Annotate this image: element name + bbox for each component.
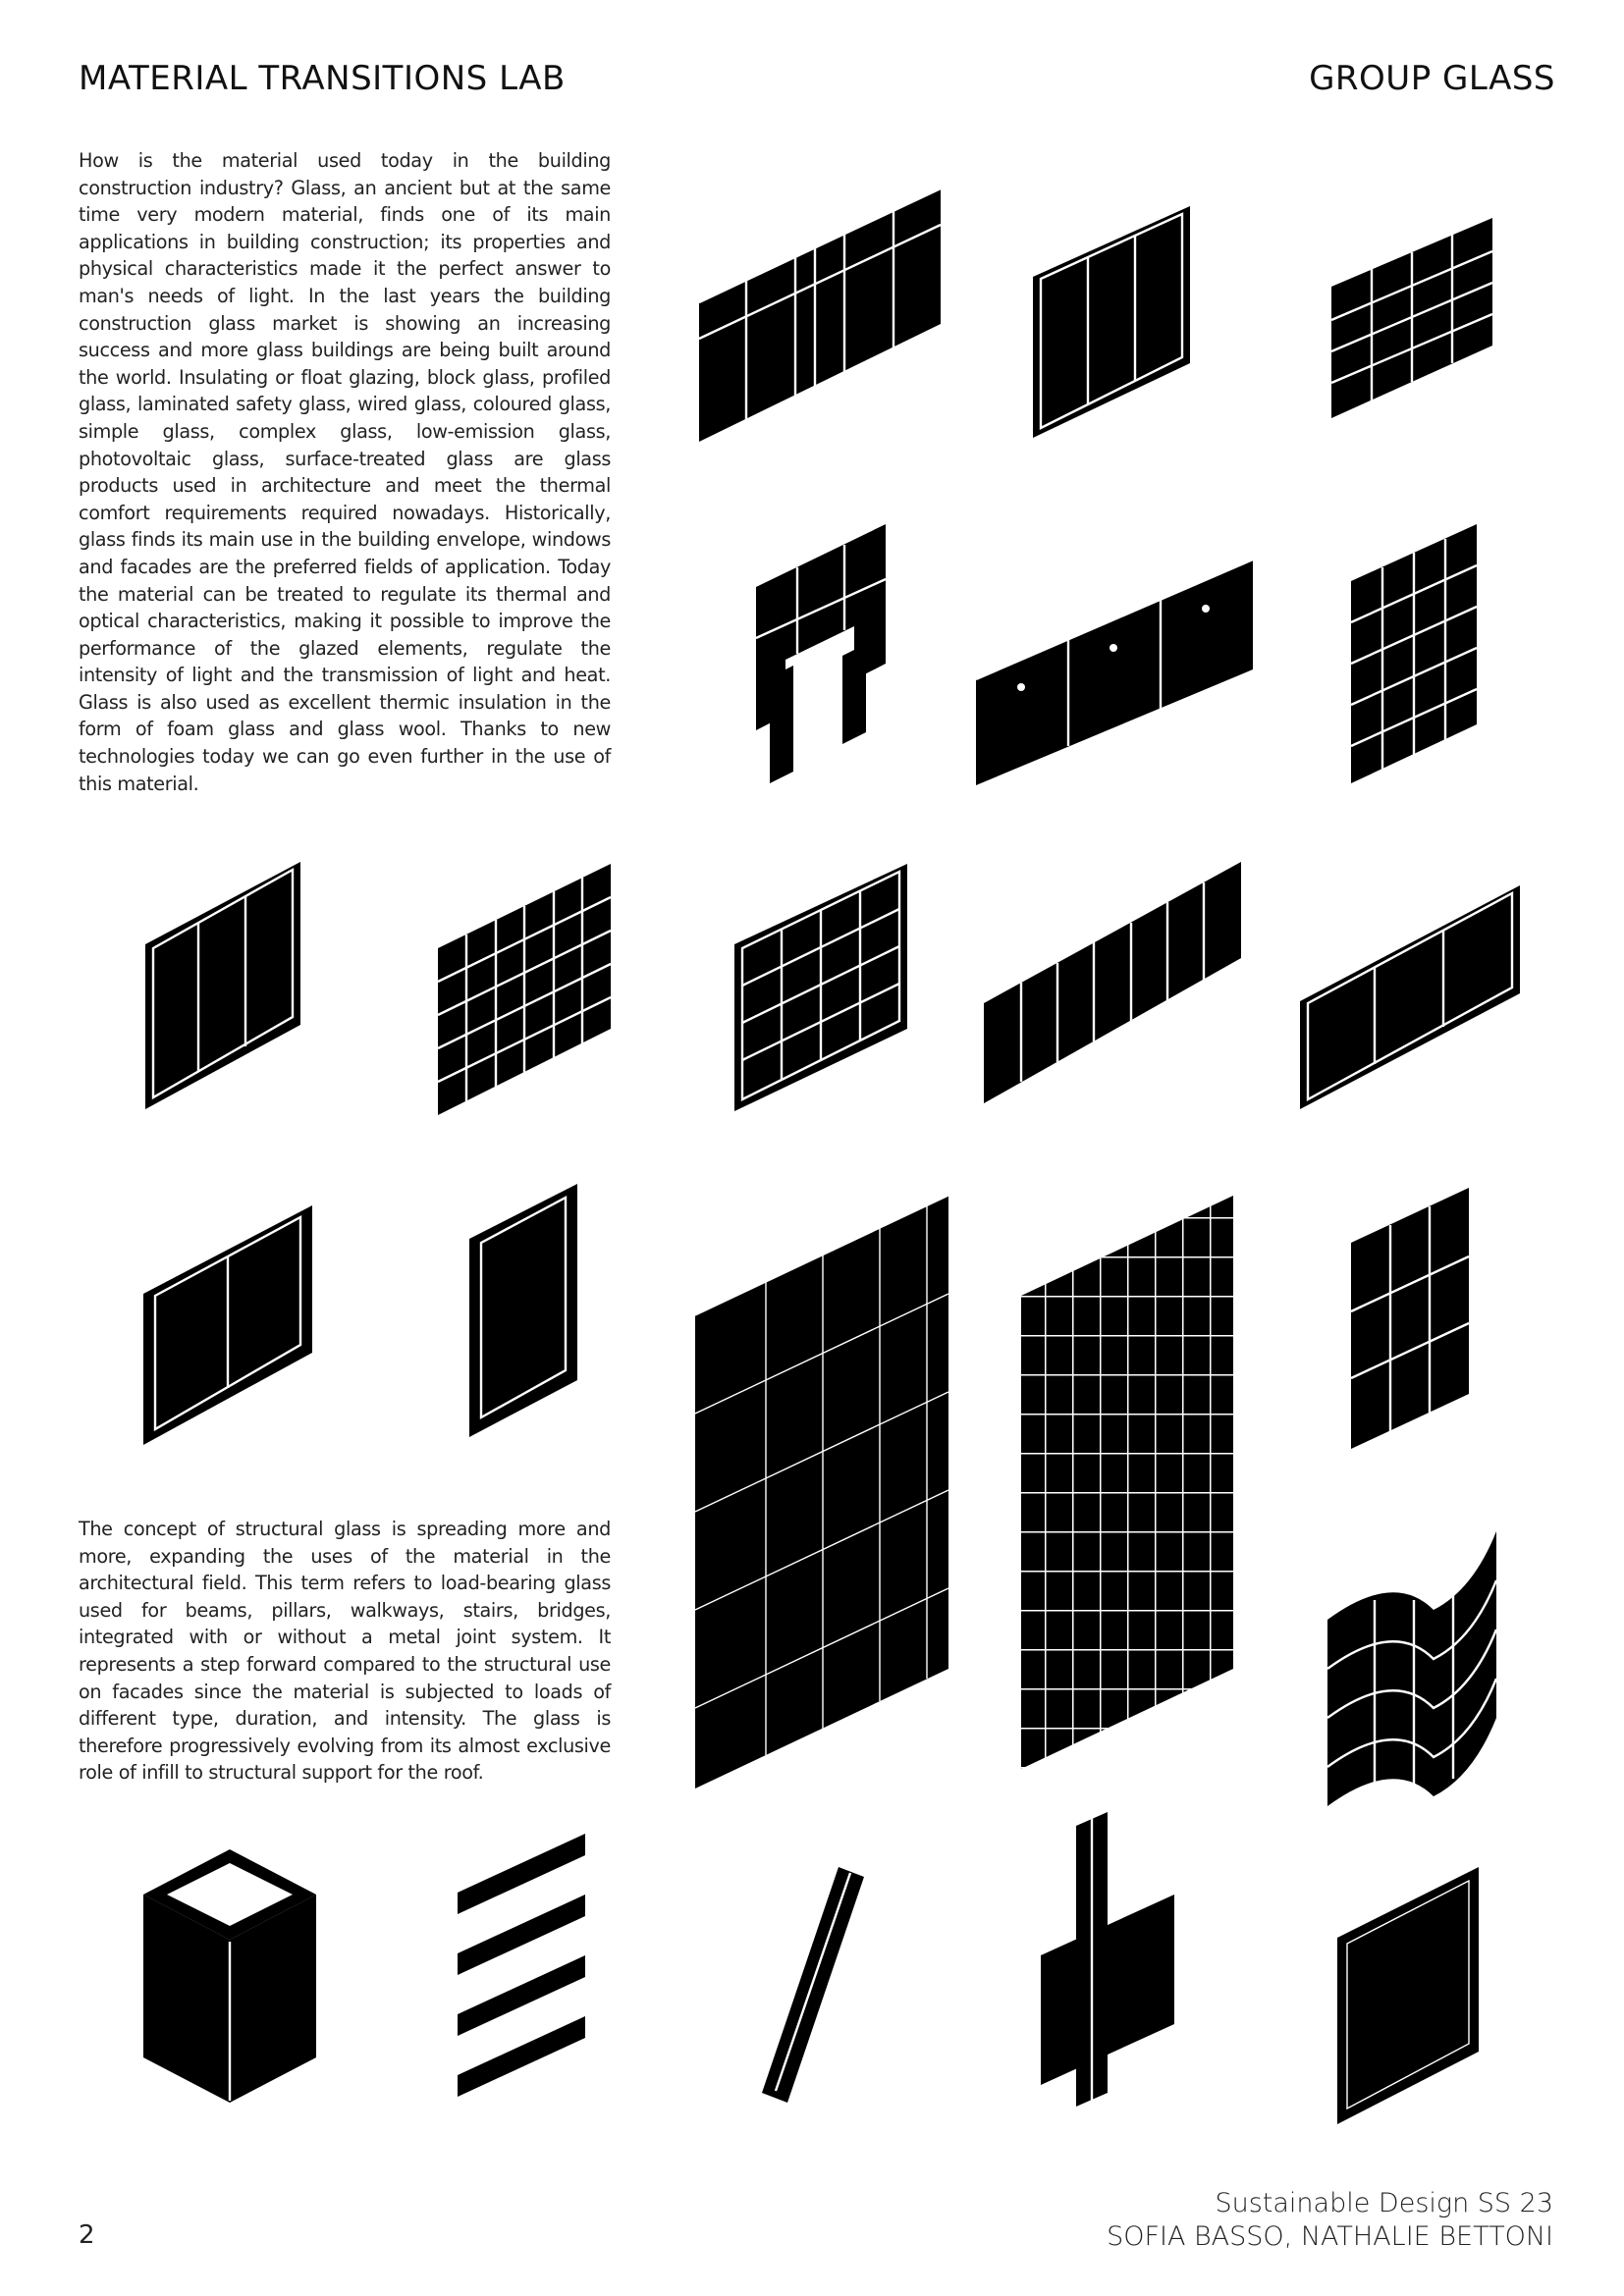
drawing-glass-door-frame [756, 524, 886, 783]
drawing-glass-column-fin [1041, 1812, 1174, 2107]
course-name: Sustainable Design SS 23 [1215, 2188, 1553, 2218]
group-title: GROUP GLASS [1309, 59, 1555, 98]
drawing-large-sliding-window [1300, 885, 1520, 1109]
drawing-storefront-window [699, 188, 941, 442]
drawing-framed-window-panel [1351, 1188, 1469, 1449]
drawing-casement-window [143, 1205, 312, 1445]
drawing-block-glass-wall [1351, 524, 1477, 783]
drawing-glass-beams [458, 1834, 585, 2097]
drawing-curved-glass-wall [1327, 1531, 1496, 1806]
drawing-wired-glass-panel [1337, 1867, 1479, 2124]
drawing-multi-panel-facade [984, 862, 1241, 1103]
structural-glass-paragraph: The concept of structural glass is spreading more and more, expanding the uses of the material in the architectural field. This term refers to load-bearing glass used for beams, pillars, walkways, stairs, bridges, integrated with or without a metal joint system. It represents a step forward compared to the structural use on facades since the material is subjected to loads of different type, duration, and intensity. The glass is therefore progressively evolving from its almost exclusive role of infill to structural support for the roof. [79, 1518, 611, 1785]
page-number: 2 [79, 2220, 95, 2250]
drawing-glass-block-panel [438, 864, 611, 1115]
drawing-glass-stair [762, 1867, 864, 2103]
intro-paragraph: How is the material used today in the building construction industry? Glass, an ancient but at the same time very modern material, finds one of its main applications in building construction; its properties and physical characteristics made it the perfect answer to man's needs of light. In the last years the building construction glass market is showing an increasing success and more glass buildings are being built around the world. Insulating or float glazing, block glass, profiled glass, laminated safety glass, wired glass, coloured glass, simple glass, complex glass, low-emission glass, photovoltaic glass, surface-treated glass are glass products used in architecture and meet the thermal comfort requirements required nowadays. Historically, glass finds its main use in the building envelope, windows and facades are the preferred fields of application. Today the material can be treated to regulate its thermal and optical characteristics, making it possible to improve the performance of the glazed elements, regulate the intensity of light and the transmission of light and heat. Glass is also used as excellent thermic insulation in the form of foam glass and glass wool. Thanks to new technologies today we can go even further in the use of this material. [79, 149, 611, 795]
drawing-glass-box [143, 1849, 316, 2103]
drawing-grid-window [1331, 218, 1492, 418]
drawing-spider-glass-facade [695, 1196, 948, 1789]
lab-title: MATERIAL TRANSITIONS LAB [79, 59, 566, 98]
drawing-triple-pane-window [1033, 206, 1190, 438]
drawing-sliding-window [145, 862, 300, 1109]
authors: SOFIA BASSO, NATHALIE BETTONI [1107, 2221, 1553, 2252]
footer-credits [1107, 2187, 1553, 2254]
drawing-dense-grid-panel [1021, 1196, 1233, 1769]
drawing-single-window [469, 1184, 577, 1437]
drawing-glass-balustrade [976, 560, 1253, 785]
drawing-mullion-grid-window [734, 864, 907, 1111]
